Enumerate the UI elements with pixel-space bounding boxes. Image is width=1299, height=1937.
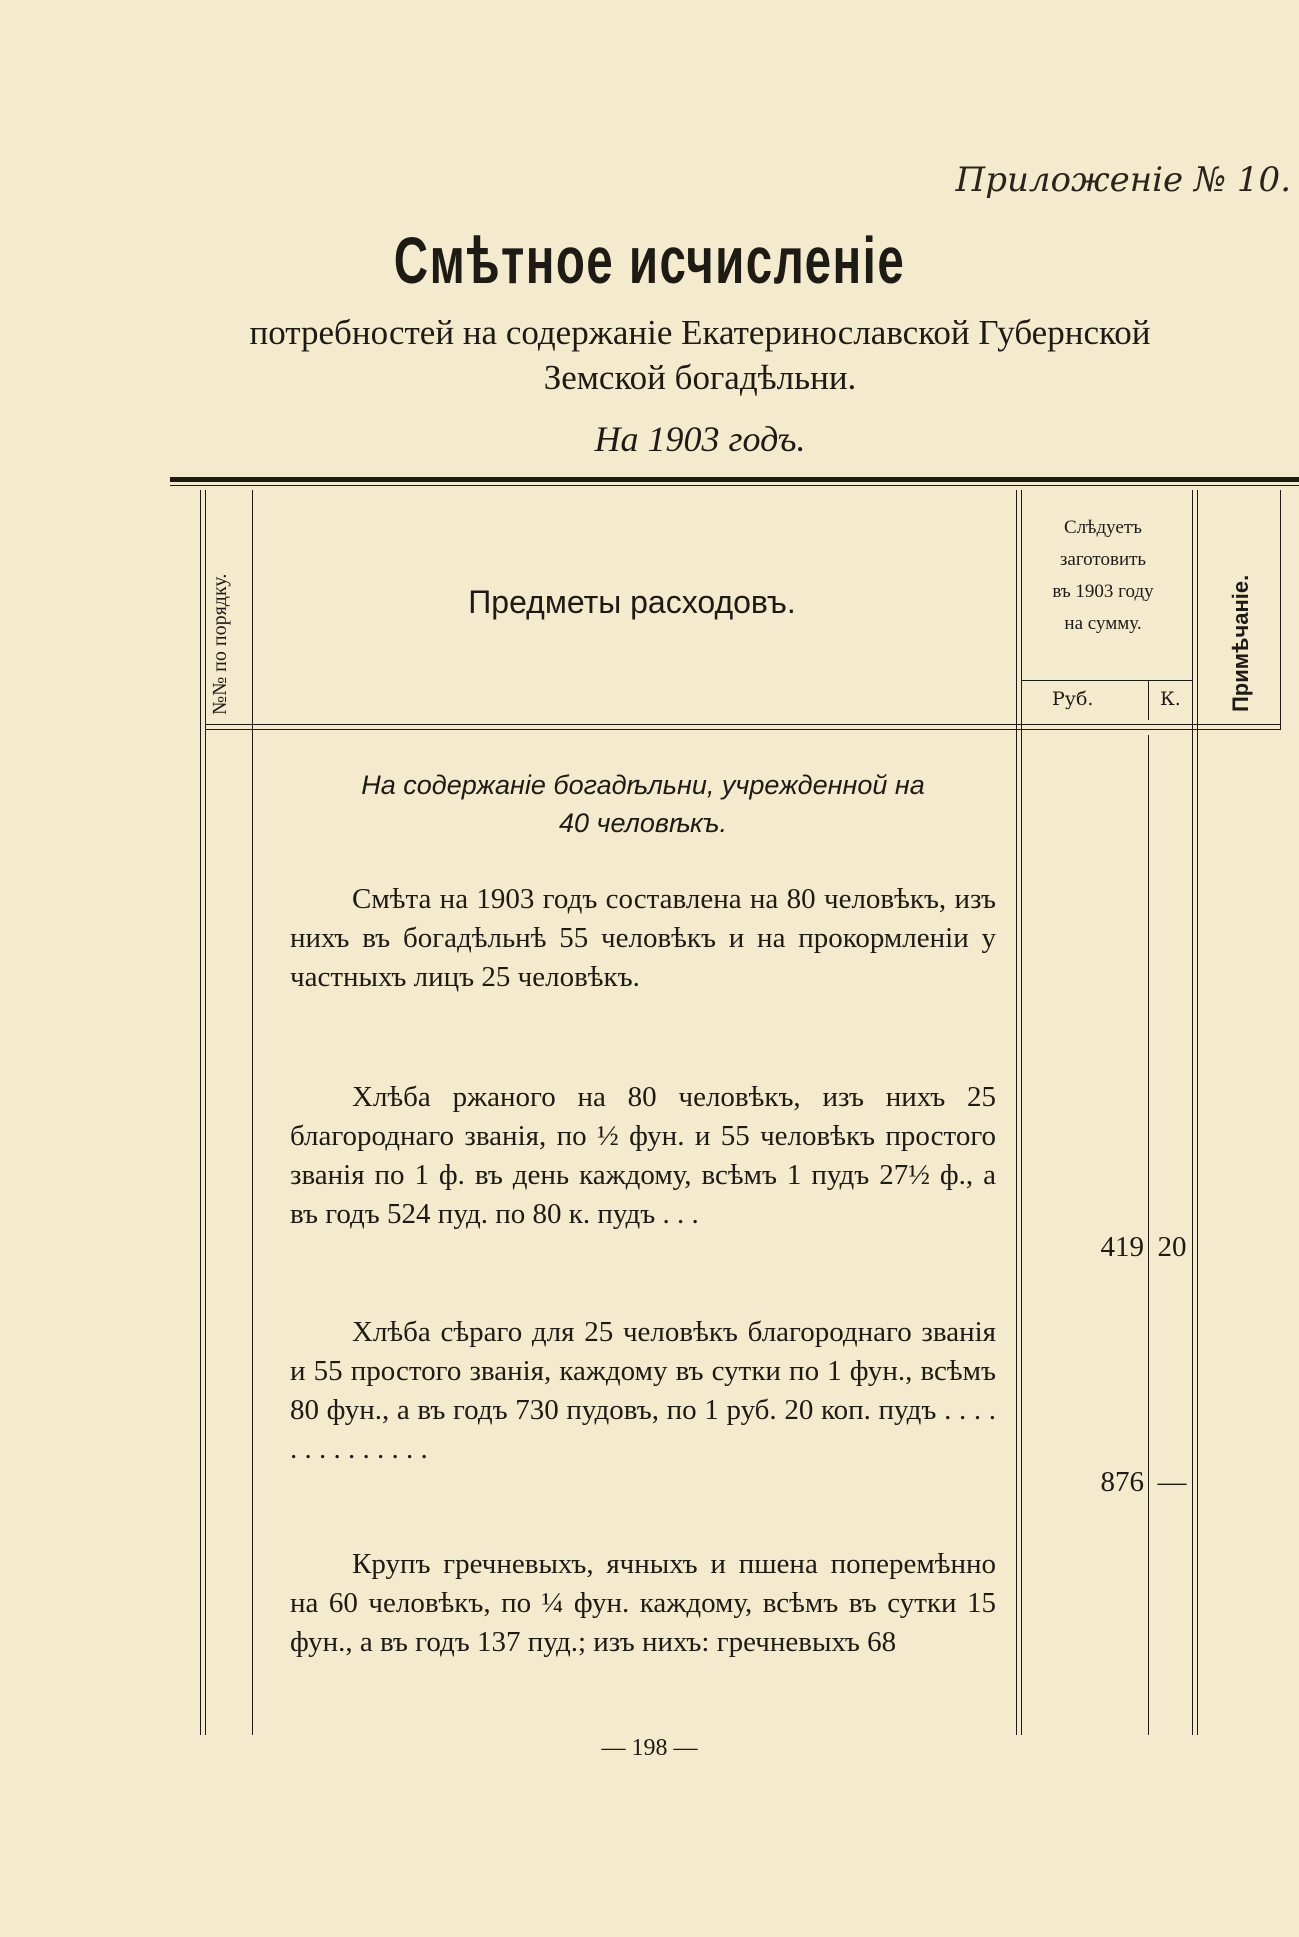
amount-header-line: на сумму.	[1064, 613, 1142, 634]
amount-header-line: въ 1903 году	[1052, 581, 1154, 602]
section-heading-line: 40 человѣкъ.	[558, 808, 727, 838]
amount-kop: —	[1157, 1466, 1187, 1498]
appendix-label: Приложеніе № 10.	[955, 160, 1291, 200]
header-rule-thin	[170, 485, 1299, 486]
amount-header-line: заготовить	[1059, 549, 1147, 570]
column-header-notes: Примѣчаніе.	[1228, 574, 1253, 712]
amount-rub: 876	[1100, 1466, 1144, 1498]
column-header-kop: К.	[1160, 688, 1181, 710]
column-header-items: Предметы расходовъ.	[468, 584, 796, 620]
rye-bread-paragraph: Хлѣба ржаного на 80 человѣкъ, изъ нихъ 25 благороднаго званія, по ½ фун. и 55 человѣкъ простого званія по 1 ф. въ день каждому, всѣмъ 1 пудъ 27½ ф., а въ годъ 524 пуд. по 80 к. пудъ . . .	[290, 1081, 996, 1230]
year-heading: На 1903 годъ.	[594, 419, 806, 459]
page-number: — 198 —	[601, 1735, 698, 1761]
amount-rub: 419	[1100, 1231, 1144, 1263]
page-title: Смѣтное исчисленіе	[393, 223, 906, 297]
section-heading-line: На содержаніе богадѣльни, учрежденной на	[361, 770, 925, 800]
subtitle-line-2: Земской богадѣльни.	[543, 358, 857, 397]
header-rule-thick	[170, 477, 1299, 482]
estimate-paragraph: Смѣта на 1903 годъ составлена на 80 человѣкъ, изъ нихъ въ богадѣльнѣ 55 человѣкъ и на прокормленіи у частныхъ лицъ 25 человѣкъ.	[290, 883, 996, 993]
column-header-rub: Руб.	[1052, 688, 1094, 710]
grey-bread-paragraph: Хлѣба сѣраго для 25 человѣкъ благороднаго званія и 55 простого званія, каждому въ сутки по 1 фун., всѣмъ 80 фун., а въ годъ 730 пудовъ, по 1 руб. 20 коп. пудъ . . . . . . . . . . . . . .	[290, 1316, 996, 1465]
section-heading	[278, 766, 1008, 842]
subtitle-line-1: потребностей на содержаніе Екатеринославской Губернской	[249, 313, 1151, 352]
amount-kop: 20	[1157, 1231, 1187, 1263]
column-header-amount	[1018, 512, 1188, 640]
groats-paragraph: Крупъ гречневыхъ, ячныхъ и пшена поперемѣнно на 60 человѣкъ, по ¼ фун. каждому, всѣмъ въ сутки 15 фун., а въ годъ 137 пуд.; изъ нихъ: гречневыхъ 68	[290, 1548, 996, 1658]
column-header-number: №№ по порядку.	[209, 573, 231, 715]
amount-header-line: Слѣдуетъ	[1064, 517, 1142, 538]
